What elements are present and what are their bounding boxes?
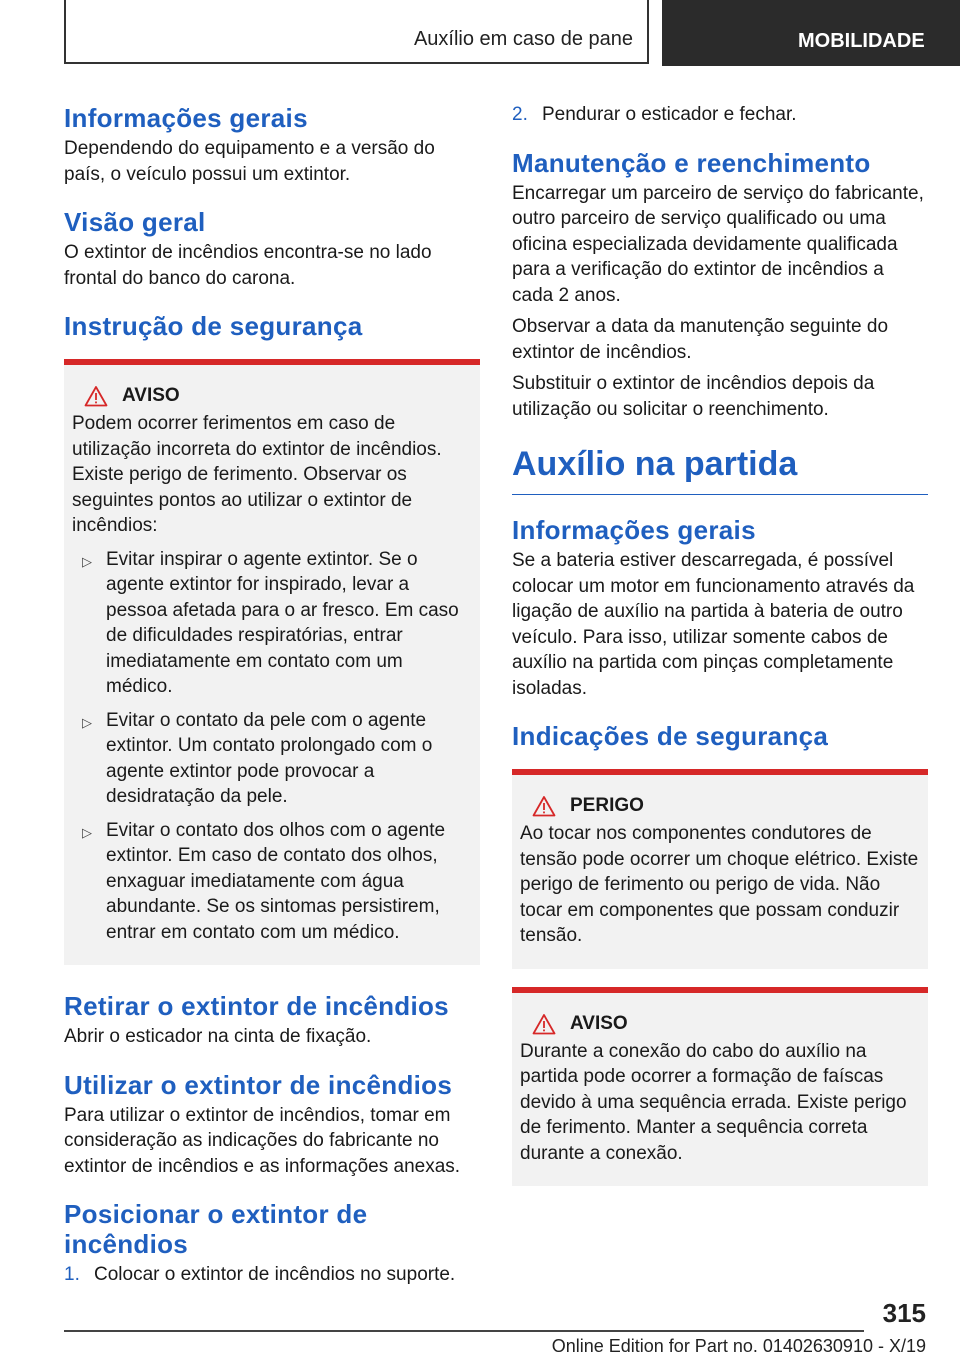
warning-label: AVISO [122, 385, 180, 406]
bullet-text: Evitar o contato da pele com o agente extintor. Um contato prolongado com o agente extintor pode provocar a desidratação da pele. [106, 709, 433, 807]
paragraph-maintenance-1: Encarregar um parceiro de serviço do fabricante, outro parceiro de serviço qualificado ou uma oficina especializada devidamente qualificada para a verificação do extintor de incêndios a cada 2 anos. [512, 182, 924, 306]
chapter-label: MOBILIDADE [798, 29, 925, 52]
paragraph-overview: O extintor de incêndios encontra-se no lado frontal do banco do carona. [64, 242, 432, 289]
heading-safety-instruction: Instrução de segurança [64, 311, 363, 341]
warning-text: Durante a conexão do cabo do auxílio na partida pode ocorrer a formação de faíscas devido à uma sequência errada. Existe perigo de ferimento. Manter a sequência correta durante a conexão. [520, 1040, 907, 1164]
triangle-bullet-icon: ▷ [82, 553, 92, 569]
warning-triangle-icon [84, 385, 108, 407]
header-chapter-tab [662, 0, 960, 66]
numbered-step [64, 1262, 480, 1288]
heading-use-extinguisher: Utilizar o extintor de incêndios [64, 1069, 453, 1100]
warning-box [64, 359, 480, 965]
danger-label: PERIGO [570, 795, 644, 816]
footer-divider [64, 1330, 864, 1332]
numbered-step [512, 102, 928, 128]
paragraph-maintenance-2: Observar a data da manutenção seguinte do extintor de incêndios. [512, 316, 889, 363]
warning-text: Podem ocorrer ferimentos em caso de utilização incorreta do extintor de incêndios. Existe perigo de ferimento. Observar os seguintes pontos ao utilizar o extintor de incêndios: [72, 413, 442, 536]
heading-jump-start: Auxílio na partida [512, 444, 928, 495]
step-text: Pendurar o esticador e fechar. [542, 104, 797, 125]
page-number: 315 [882, 1298, 926, 1328]
warning-triangle-icon [532, 795, 556, 817]
paragraph-maintenance-3: Substituir o extintor de incêndios depois da utilização ou solicitar o reenchimento. [512, 373, 875, 420]
warning-box-title [520, 1011, 920, 1037]
triangle-bullet-icon: ▷ [82, 714, 92, 730]
heading-position-extinguisher: Posicionar o extintor de incêndios [64, 1199, 368, 1259]
warning-box-title [72, 383, 472, 409]
triangle-bullet-icon: ▷ [82, 824, 92, 840]
left-column [64, 100, 480, 1288]
danger-box [512, 769, 928, 969]
list-item [72, 818, 472, 946]
step-number: 2. [512, 104, 528, 125]
paragraph-use-extinguisher: Para utilizar o extintor de incêndios, tomar em consideração as indicações do fabricante no extintor de incêndios e as informações anexas. [64, 1104, 461, 1177]
warning-triangle-icon [532, 1013, 556, 1035]
heading-jump-general-info: Informações gerais [512, 515, 756, 545]
footer-edition: Online Edition for Part no. 01402630910 - X/19 [551, 1336, 926, 1356]
paragraph-general-info: Dependendo do equipamento e a versão do país, o veículo possui um extintor. [64, 138, 435, 185]
heading-remove-extinguisher: Retirar o extintor de incêndios [64, 991, 449, 1021]
step-text: Colocar o extintor de incêndios no suporte. [94, 1264, 456, 1285]
warning-label: AVISO [570, 1012, 628, 1034]
danger-box-title [520, 793, 920, 819]
heading-safety-notes: Indicações de segurança [512, 721, 829, 751]
list-item [72, 547, 472, 700]
danger-text: Ao tocar nos componentes condutores de tensão pode ocorrer um choque elétrico. Existe perigo de ferimento ou perigo de vida. Não tocar em componentes que possam conduzir tensão. [520, 823, 919, 946]
header-frame [64, 0, 649, 64]
heading-general-info: Informações gerais [64, 103, 308, 133]
bullet-text: Evitar inspirar o agente extintor. Se o agente extintor for inspirado, levar a pessoa afetada para o ar fresco. Em caso de dificuldades respiratórias, entrar imediatamente em contato com um médico. [106, 548, 459, 697]
paragraph-jump-general-info: Se a bateria estiver descarregada, é possível colocar um motor em funcionamento através da ligação de auxílio na partida à bateria de outro veículo. Para isso, utilizar somente cabos de auxílio na partida com pinças completamente isoladas. [512, 550, 915, 699]
step-number: 1. [64, 1264, 80, 1285]
right-column [512, 100, 928, 1186]
warning-box [512, 987, 928, 1187]
heading-maintenance: Manutenção e reenchimento [512, 147, 871, 178]
heading-overview: Visão geral [64, 207, 206, 237]
header-section-title: Auxílio em caso de pane [413, 28, 633, 50]
paragraph-remove-extinguisher: Abrir o esticador na cinta de fixação. [64, 1026, 372, 1047]
list-item [72, 708, 472, 810]
bullet-text: Evitar o contato dos olhos com o agente extintor. Em caso de contato dos olhos, enxaguar imediatamente com água abundante. Se os sintomas persistirem, entrar em contato com um médico. [106, 819, 446, 943]
